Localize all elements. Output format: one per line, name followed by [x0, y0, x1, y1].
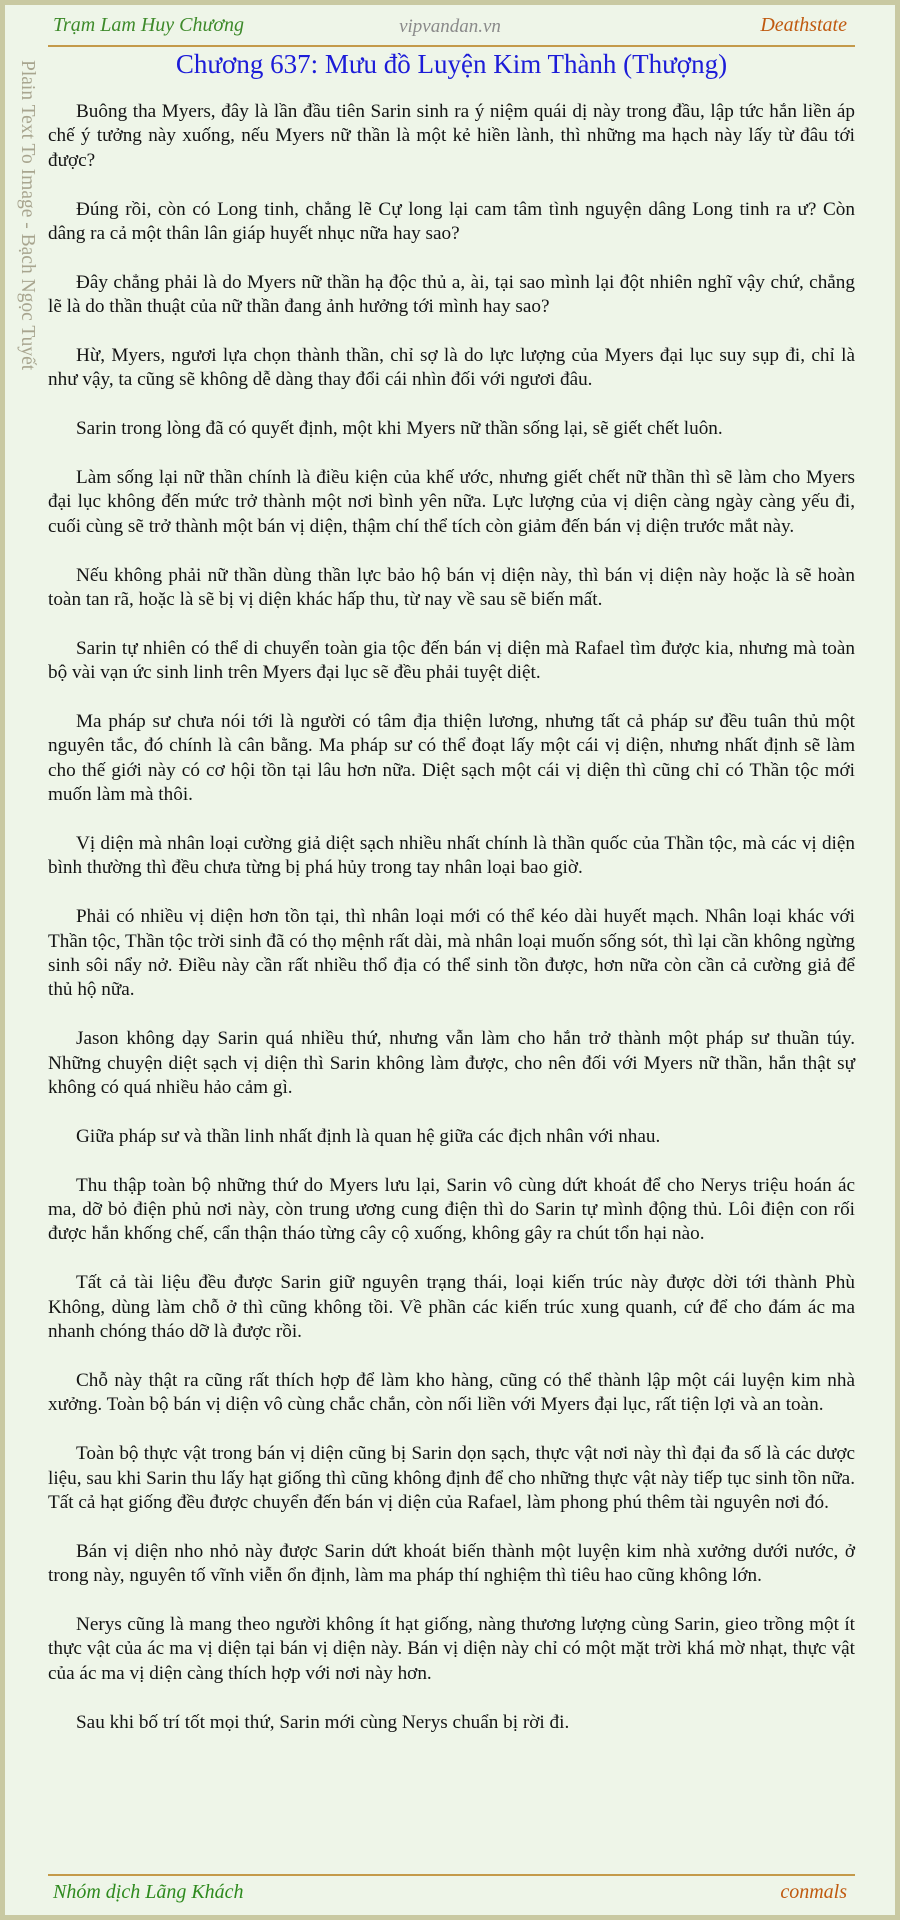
paragraph: Nerys cũng là mang theo người không ít hạt giống, nàng thương lượng cùng Sarin, gieo trồng một ít thực vật của ác ma vị diện tại bán vị diện này. Bán vị diện này chỉ có một mặt trời khá mờ nhạt, thực vật của ác ma vị diện càng thích hợp với nơi này hơn.: [48, 1613, 855, 1684]
paragraph: Hừ, Myers, ngươi lựa chọn thành thần, chỉ sợ là do lực lượng của Myers đại lục suy sụp đi, chỉ là như vậy, ta cũng sẽ không dễ dàng thay đổi cái nhìn đối với ngươi đâu.: [48, 345, 855, 391]
paragraph: Vị diện mà nhân loại cường giả diệt sạch nhiều nhất chính là thần quốc của Thần tộc, mà các vị diện bình thường thì đều chưa từng bị phá hủy trong tay nhân loại bao giờ.: [48, 833, 855, 879]
chapter-body: [48, 100, 855, 1759]
footer-group-name: Nhóm dịch Lãng Khách: [53, 1881, 244, 1903]
paragraph: Sau khi bố trí tốt mọi thứ, Sarin mới cùng Nerys chuẩn bị rời đi.: [76, 1711, 570, 1733]
paragraph: Đúng rồi, còn có Long tinh, chẳng lẽ Cự long lại cam tâm tình nguyện dâng Long tinh ra ư? Còn dâng ra cả một thân lân giáp huyết nhục nữa hay sao?: [48, 198, 855, 245]
header-right-text: Deathstate: [760, 14, 847, 36]
paragraph: Ma pháp sư chưa nói tới là người có tâm địa thiện lương, nhưng tất cả pháp sư đều tuân thủ một nguyên tắc, đó chính là cân bằng. Ma pháp sư có thể đoạt lấy một cái vị diện, nhưng nhất định sẽ làm cho thế giới này có cơ hội tồn tại lâu hơn nữa. Diệt sạch một cái vị diện thì cũng chỉ có Thần tộc mới muốn làm mà thôi.: [48, 711, 855, 806]
paragraph: Thu thập toàn bộ những thứ do Myers lưu lại, Sarin vô cùng dứt khoát để cho Nerys triệu hoán ác ma, dỡ bỏ điện phủ nơi này, còn trung ương cung điện thì do Sarin tự mình động thủ. Lôi điện con rối được hắn khống chế, cẩn thận tháo từng cây cộ xuống, không gây ra chút tổn hại nào.: [48, 1174, 855, 1245]
paragraph: Nếu không phải nữ thần dùng thần lực bảo hộ bán vị diện này, thì bán vị diện này hoặc là sẽ hoàn toàn tan rã, hoặc là sẽ bị vị diện khác hấp thu, từ nay về sau sẽ biến mất.: [48, 564, 855, 611]
paragraph: Buông tha Myers, đây là lần đầu tiên Sarin sinh ra ý niệm quái dị này trong đầu, lập tức hắn liền áp chế ý tưởng này xuống, nếu Myers nữ thần là một kẻ hiền lành, thì những ma hạch này lấy từ đâu tới được?: [48, 101, 855, 171]
paragraph: Toàn bộ thực vật trong bán vị diện cũng bị Sarin dọn sạch, thực vật nơi này thì đại đa số là các dược liệu, sau khi Sarin thu lấy hạt giống thì cũng không định để cho những thực vật này tiếp tục sinh tồn nữa. Tất cả hạt giống đều được chuyển đến bán vị diện của Rafael, làm phong phú thêm tài nguyên nơi đó.: [48, 1443, 855, 1513]
paragraph: Làm sống lại nữ thần chính là điều kiện của khế ước, nhưng giết chết nữ thần thì sẽ làm cho Myers đại lục không đến mức trở thành một nơi bình yên nữa. Lực lượng của vị diện càng ngày càng yếu đi, cuối cùng sẽ trở thành một bán vị diện, thậm chí thể tích còn giảm đến bán vị diện trước mắt này.: [48, 467, 855, 537]
side-watermark-text: Plain Text To Image - Bạch Ngọc Tuyết: [17, 60, 38, 371]
page: [5, 5, 895, 1915]
header-divider: [48, 45, 855, 47]
paragraph: Sarin tự nhiên có thể di chuyển toàn gia tộc đến bán vị diện mà Rafael tìm được kia, nhưng mà toàn bộ vài vạn ức sinh linh trên Myers đại lục sẽ đều phải tuyệt diệt.: [48, 637, 855, 684]
header-site-name: vipvandan.vn: [399, 16, 501, 37]
paragraph: Giữa pháp sư và thần linh nhất định là quan hệ giữa các địch nhân với nhau.: [76, 1125, 661, 1147]
paragraph: Phải có nhiều vị diện hơn tồn tại, thì nhân loại mới có thể kéo dài huyết mạch. Nhân loại khác với Thần tộc, Thần tộc trời sinh đã có thọ mệnh rất dài, mà nhân loại muốn sống sót, thì lại cần không ngừng sinh sôi nẩy nở. Điều này cần rất nhiều thổ địa có thể sinh tồn được, hơn nữa còn cần cả cường giả để thủ hộ nữa.: [48, 906, 855, 1001]
paragraph: Jason không dạy Sarin quá nhiều thứ, nhưng vẫn làm cho hắn trở thành một pháp sư thuần túy. Những chuyện diệt sạch vị diện thì Sarin không làm được, cho nên đối với Myers nữ thần, hắn thật sự không có quá nhiều hảo cảm gì.: [48, 1028, 855, 1099]
paragraph: Sarin trong lòng đã có quyết định, một khi Myers nữ thần sống lại, sẽ giết chết luôn.: [76, 418, 723, 440]
chapter-title: Chương 637: Mưu đồ Luyện Kim Thành (Thượng): [175, 49, 728, 79]
paragraph: Đây chẳng phải là do Myers nữ thần hạ độc thủ a, ài, tại sao mình lại đột nhiên nghĩ vậy chứ, chẳng lẽ là do thần thuật của nữ thần đang ảnh hưởng tới mình hay sao?: [48, 271, 855, 318]
header-left-text: Trạm Lam Huy Chương: [53, 14, 245, 36]
paragraph: Chỗ này thật ra cũng rất thích hợp để làm kho hàng, cũng có thể thành lập một cái luyện kim nhà xưởng. Toàn bộ bán vị diện vô cùng chắc chắn, còn nối liền với Myers đại lục, rất tiện lợi và an toàn.: [48, 1369, 855, 1416]
footer-author-name: conmals: [780, 1881, 847, 1903]
footer-divider: [48, 1874, 855, 1876]
paragraph: Bán vị diện nho nhỏ này được Sarin dứt khoát biến thành một luyện kim nhà xưởng dưới nước, ở trong này, nguyên tố vĩnh viễn ổn định, làm ma pháp thí nghiệm thì tiêu hao cũng không lớn.: [48, 1540, 855, 1587]
paragraph: Tất cả tài liệu đều được Sarin giữ nguyên trạng thái, loại kiến trúc này được dời tới thành Phù Không, dùng làm chỗ ở thì cũng không tồi. Về phần các kiến trúc xung quanh, cứ để cho đám ác ma nhanh chóng tháo dỡ là được rồi.: [48, 1272, 855, 1343]
side-watermark: [12, 60, 42, 400]
